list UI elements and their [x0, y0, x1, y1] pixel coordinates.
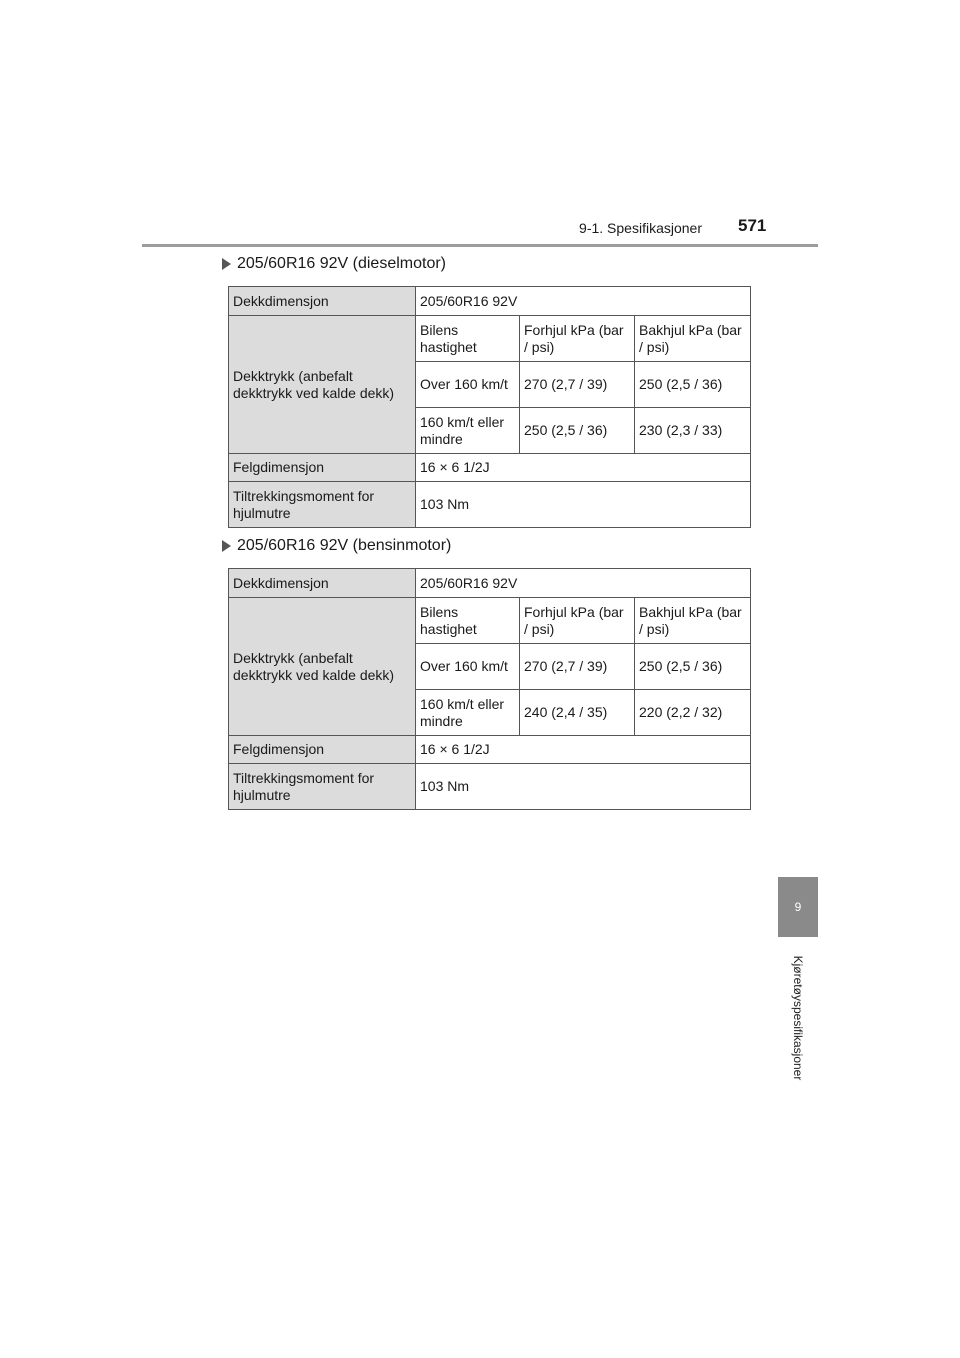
rear-pressure-cell: 250 (2,5 / 36): [635, 362, 751, 408]
pressure-label: Dekktrykk (anbefalt dekktrykk ved kalde dekk): [229, 316, 416, 454]
speed-cell: 160 km/t eller mindre: [416, 408, 520, 454]
col-header-speed: Bilens hastighet: [416, 316, 520, 362]
torque-label: Tiltrekkingsmoment for hjulmutre: [229, 482, 416, 528]
table-row: [229, 598, 751, 644]
chapter-label: Kjøretøyspesifikasjoner: [791, 955, 805, 1081]
section-title-text: 205/60R16 92V (dieselmotor): [237, 255, 447, 272]
chapter-number: 9: [794, 900, 802, 914]
pressure-label: Dekktrykk (anbefalt dekktrykk ved kalde dekk): [229, 598, 416, 736]
table-row: [229, 569, 751, 598]
tire-size-label: Dekkdimensjon: [229, 287, 416, 316]
spec-table-diesel: [228, 286, 751, 528]
front-pressure-cell: 270 (2,7 / 39): [520, 362, 635, 408]
tire-size-value: 205/60R16 92V: [416, 569, 751, 598]
section-heading: 9-1. Spesifikasjoner: [579, 220, 702, 236]
table-row: [229, 482, 751, 528]
rear-pressure-cell: 220 (2,2 / 32): [635, 690, 751, 736]
tire-size-value: 205/60R16 92V: [416, 287, 751, 316]
front-pressure-cell: 270 (2,7 / 39): [520, 644, 635, 690]
spec-table-petrol: [228, 568, 751, 810]
col-header-rear: Bakhjul kPa (bar / psi): [635, 598, 751, 644]
header-divider: [142, 244, 818, 247]
rim-size-label: Felgdimensjon: [229, 454, 416, 482]
chapter-tab: [778, 877, 818, 937]
section-title-text: 205/60R16 92V (bensinmotor): [237, 537, 452, 554]
page-number: 571: [738, 216, 767, 235]
section-title-petrol: [222, 537, 451, 555]
torque-value: 103 Nm: [416, 764, 751, 810]
rear-pressure-cell: 230 (2,3 / 33): [635, 408, 751, 454]
rear-pressure-cell: 250 (2,5 / 36): [635, 644, 751, 690]
col-header-front: Forhjul kPa (bar / psi): [520, 598, 635, 644]
triangle-bullet-icon: [222, 540, 231, 552]
triangle-bullet-icon: [222, 258, 231, 270]
table-row: [229, 316, 751, 362]
col-header-rear: Bakhjul kPa (bar / psi): [635, 316, 751, 362]
front-pressure-cell: 250 (2,5 / 36): [520, 408, 635, 454]
tire-size-label: Dekkdimensjon: [229, 569, 416, 598]
section-title-diesel: [222, 255, 446, 273]
rim-size-label: Felgdimensjon: [229, 736, 416, 764]
speed-cell: Over 160 km/t: [416, 362, 520, 408]
speed-cell: Over 160 km/t: [416, 644, 520, 690]
table-row: [229, 764, 751, 810]
torque-label: Tiltrekkingsmoment for hjulmutre: [229, 764, 416, 810]
rim-size-value: 16 × 6 1/2J: [416, 454, 751, 482]
table-row: [229, 287, 751, 316]
table-row: [229, 736, 751, 764]
front-pressure-cell: 240 (2,4 / 35): [520, 690, 635, 736]
table-row: [229, 454, 751, 482]
col-header-speed: Bilens hastighet: [416, 598, 520, 644]
rim-size-value: 16 × 6 1/2J: [416, 736, 751, 764]
speed-cell: 160 km/t eller mindre: [416, 690, 520, 736]
torque-value: 103 Nm: [416, 482, 751, 528]
col-header-front: Forhjul kPa (bar / psi): [520, 316, 635, 362]
